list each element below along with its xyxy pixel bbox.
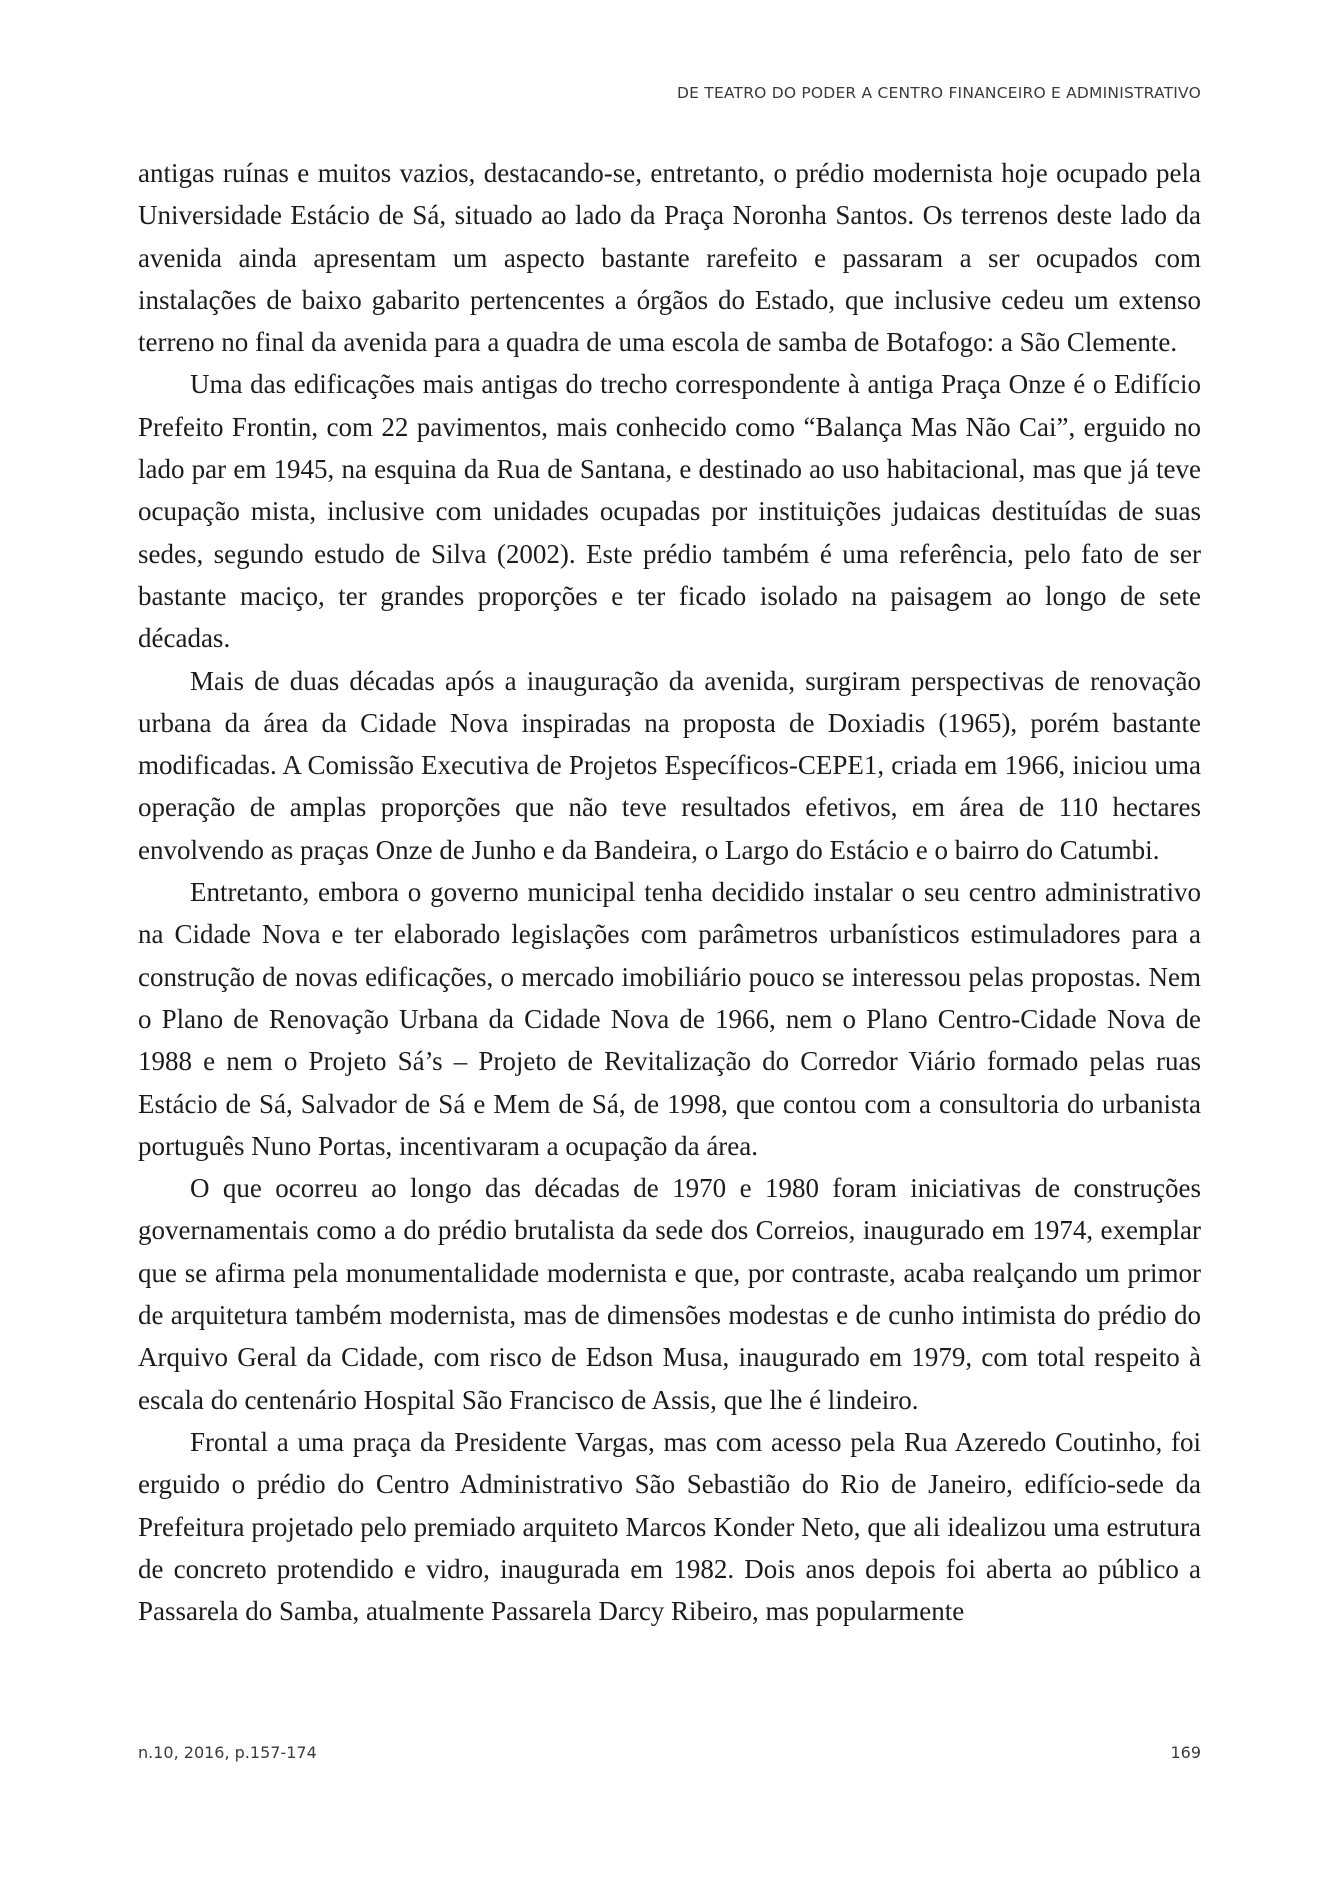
paragraph-2: Uma das edificações mais antigas do trecho correspondente à antiga Praça Onze é o Edifício Prefeito Frontin, com 22 pavimentos, mais conhecido como “Balança Mas Não Cai”, erguido no lado par em 1945, na esquina da Rua de Santana, e destinado ao uso habitacional, mas que já teve ocupação mista, inclusive com unidades ocupadas por instituições judaicas destituídas de suas sedes, segundo estudo de Silva (2002). Este prédio também é uma referência, pelo fato de ser bastante maciço, ter grandes proporções e ter ficado isolado na paisagem ao longo de sete décadas.: [138, 369, 1201, 654]
paragraph-6: Frontal a uma praça da Presidente Vargas, mas com acesso pela Rua Azeredo Coutinho, foi erguido o prédio do Centro Administrativo São Sebastião do Rio de Janeiro, edifício-sede da Prefeitura projetado pelo premiado arquiteto Marcos Konder Neto, que ali idealizou uma estrutura de concreto protendido e vidro, inaugurada em 1982. Dois anos depois foi aberta ao público a Passarela do Samba, atualmente Passarela Darcy Ribeiro, mas popularmente: [138, 1426, 1201, 1627]
paragraph-1: antigas ruínas e muitos vazios, destacando-se, entretanto, o prédio modernista hoje ocupado pela Universidade Estácio de Sá, situado ao lado da Praça Noronha Santos. Os terrenos deste lado da avenida ainda apresentam um aspecto bastante rarefeito e passaram a ser ocupados com instalações de baixo gabarito pertencentes a órgãos do Estado, que inclusive cedeu um extenso terreno no final da avenida para a quadra de uma escola de samba de Botafogo: a São Clemente.: [138, 158, 1201, 358]
paragraph-4: Entretanto, embora o governo municipal tenha decidido instalar o seu centro administrativo na Cidade Nova e ter elaborado legislações com parâmetros urbanísticos estimuladores para a construção de novas edificações, o mercado imobiliário pouco se interessou pelas propostas. Nem o Plano de Renovação Urbana da Cidade Nova de 1966, nem o Plano Centro-Cidade Nova de 1988 e nem o Projeto Sá’s – Projeto de Revitalização do Corredor Viário formado pelas ruas Estácio de Sá, Salvador de Sá e Mem de Sá, de 1998, que contou com a consultoria do urbanista português Nuno Portas, incentivaram a ocupação da área.: [138, 877, 1201, 1161]
running-header: DE TEATRO DO PODER A CENTRO FINANCEIRO E ADMINISTRATIVO: [677, 84, 1201, 102]
body-text: [138, 152, 1201, 1632]
paragraph-3: Mais de duas décadas após a inauguração da avenida, surgiram perspectivas de renovação urbana da área da Cidade Nova inspiradas na proposta de Doxiadis (1965), porém bastante modificadas. A Comissão Executiva de Projetos Específicos-CEPE1, criada em 1966, iniciou uma operação de amplas proporções que não teve resultados efetivos, em área de 110 hectares envolvendo as praças Onze de Junho e da Bandeira, o Largo do Estácio e o bairro do Catumbi.: [138, 665, 1201, 865]
page-number: 169: [1170, 1743, 1201, 1762]
footer-citation: n.10, 2016, p.157-174: [138, 1743, 317, 1762]
paragraph-5: O que ocorreu ao longo das décadas de 1970 e 1980 foram iniciativas de construções governamentais como a do prédio brutalista da sede dos Correios, inaugurado em 1974, exemplar que se afirma pela monumentalidade modernista e que, por contraste, acaba realçando um primor de arquitetura também modernista, mas de dimensões modestas e de cunho intimista do prédio do Arquivo Geral da Cidade, com risco de Edson Musa, inaugurado em 1979, com total respeito à escala do centenário Hospital São Francisco de Assis, que lhe é lindeiro.: [138, 1173, 1201, 1415]
